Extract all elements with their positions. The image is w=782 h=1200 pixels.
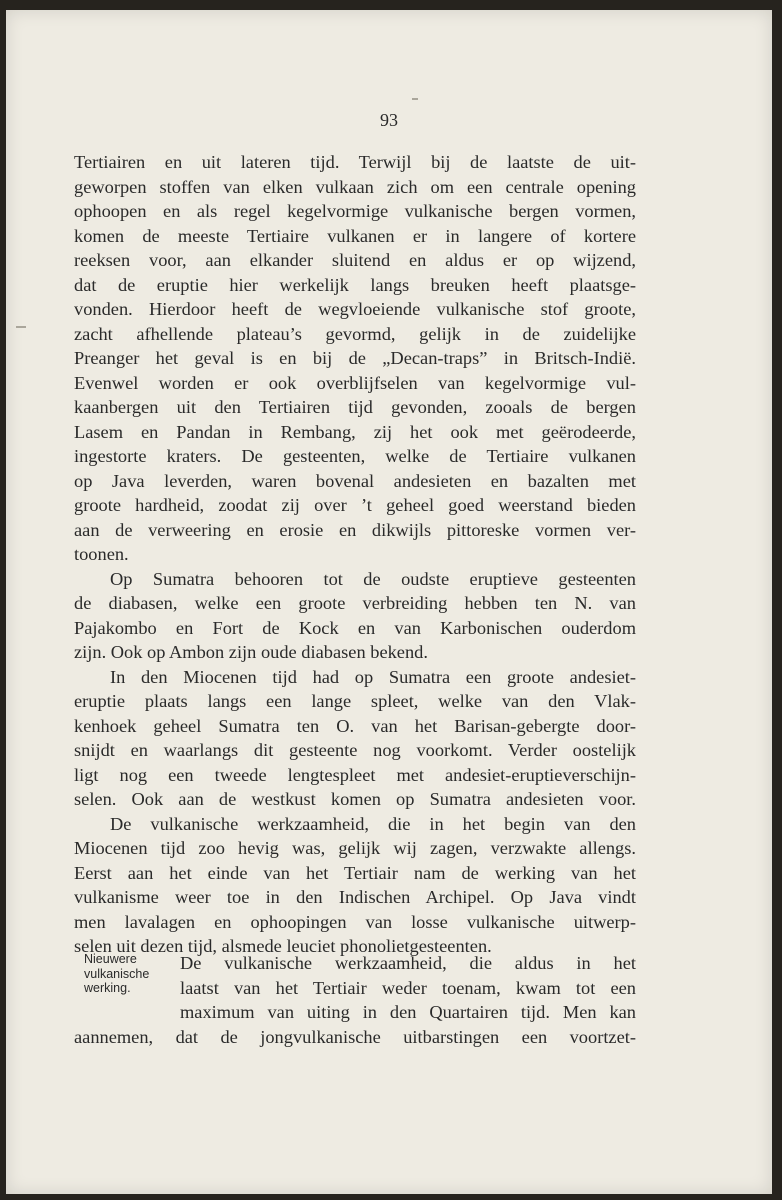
text-line: Preanger het geval is en bij de „Decan-traps” in Britsch-Indië.	[74, 348, 636, 368]
text-line: Op Sumatra behooren tot de oudste eruptieve gesteenten	[110, 568, 636, 589]
text-line: dat de eruptie hier werkelijk langs breuken heeft plaatsge-	[74, 274, 636, 295]
text-line: de diabasen, welke een groote verbreiding hebben ten N. van	[74, 593, 636, 613]
text-line: selen uit dezen tijd, alsmede leuciet phonolietgesteenten.	[74, 936, 492, 956]
text-line: vulkanisme weer toe in den Indischen Archipel. Op Java vindt	[74, 887, 636, 907]
text-line: selen. Ook aan de westkust komen op Sumatra andesieten voor.	[74, 789, 636, 809]
section-text	[74, 951, 636, 1049]
text-line: snijdt en waarlangs dit gesteente nog voorkomt. Verder oostelijk	[74, 740, 636, 760]
text-line: kaanbergen uit den Tertiairen tijd gevonden, zooals de bergen	[74, 397, 636, 417]
text-line: Tertiairen en uit lateren tijd. Terwijl bij de laatste de uit-	[74, 152, 636, 172]
text-line: zijn. Ook op Ambon zijn oude diabasen bekend.	[74, 642, 428, 662]
text-line: aannemen, dat de jongvulkanische uitbarstingen een voortzet-	[74, 1026, 636, 1047]
text-line: Miocenen tijd zoo hevig was, gelijk wij zagen, verzwakte allengs.	[74, 838, 636, 858]
text-line: laatst van het Tertiair weder toenam, kwam tot een	[180, 977, 636, 998]
margin-note-line: Nieuwere	[84, 952, 137, 966]
text-line: maximum van uiting in den Quartairen tijd. Men kan	[180, 1002, 636, 1022]
text-line: zacht afhellende plateau’s gevormd, gelijk in de zuidelijke	[74, 323, 636, 344]
text-line: Evenwel worden er ook overblijfselen van kegelvormige vul-	[74, 372, 636, 393]
text-line: kenhoek geheel Sumatra ten O. van het Barisan-gebergte door-	[74, 715, 636, 736]
text-line: groote hardheid, zoodat zij over ’t geheel goed weerstand bieden	[74, 495, 636, 515]
text-line: geworpen stoffen van elken vulkaan zich om een centrale opening	[74, 176, 636, 197]
margin-note-line: werking.	[84, 981, 131, 995]
scan-mark	[16, 326, 26, 328]
text-line: ophoopen en als regel kegelvormige vulkanische bergen vormen,	[74, 201, 636, 221]
text-line: Pajakombo en Fort de Kock en van Karbonischen ouderdom	[74, 617, 636, 638]
body-text	[74, 150, 636, 959]
text-line: ligt nog een tweede lengtespleet met andesiet-eruptieverschijn-	[74, 764, 636, 785]
text-line: eruptie plaats langs een lange spleet, welke van den Vlak-	[74, 691, 636, 711]
text-line: komen de meeste Tertiaire vulkanen er in langere of kortere	[74, 225, 636, 246]
text-line: De vulkanische werkzaamheid, die aldus in het	[180, 953, 636, 973]
book-page	[6, 10, 772, 1194]
text-line: op Java leverden, waren bovenal andesieten en bazalten met	[74, 470, 636, 491]
page-number: 93	[380, 110, 398, 130]
scan-mark	[412, 98, 418, 100]
text-line: In den Miocenen tijd had op Sumatra een groote andesiet-	[110, 666, 636, 687]
text-line: vonden. Hierdoor heeft de wegvloeiende vulkanische stof groote,	[74, 299, 636, 319]
margin-note-line: vulkanische	[84, 966, 150, 981]
text-line: De vulkanische werkzaamheid, die in het begin van den	[110, 813, 636, 834]
text-line: reeksen voor, aan elkander sluitend en aldus er op wijzend,	[74, 250, 636, 270]
text-line: toonen.	[74, 544, 129, 564]
text-line: Lasem en Pandan in Rembang, zij het ook met geërodeerde,	[74, 421, 636, 442]
text-line: ingestorte kraters. De gesteenten, welke de Tertiaire vulkanen	[74, 446, 636, 466]
text-line: Eerst aan het einde van het Tertiair nam de werking van het	[74, 862, 636, 883]
text-line: men lavalagen en ophoopingen van losse vulkanische uitwerp-	[74, 911, 636, 932]
text-line: aan de verweering en erosie en dikwijls pittoreske vormen ver-	[74, 519, 636, 540]
